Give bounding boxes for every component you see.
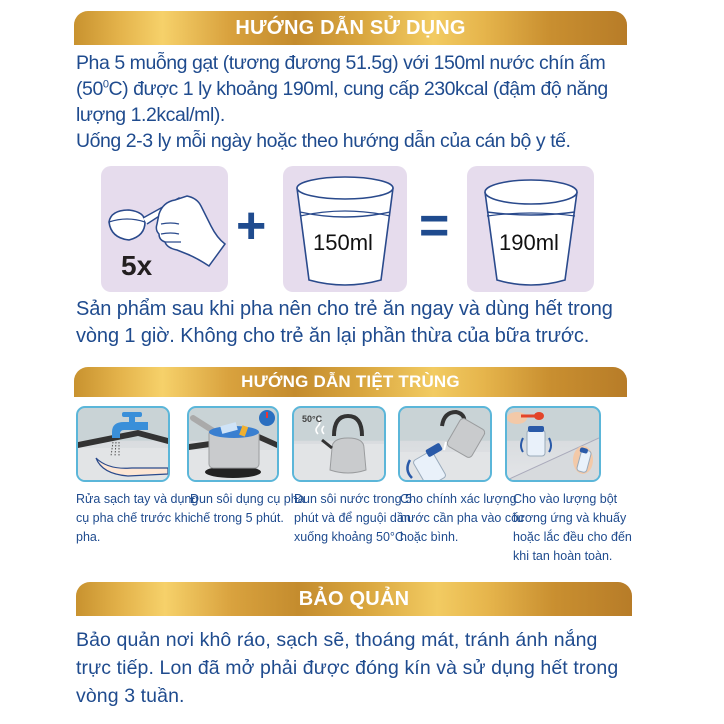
after-preparation-note [76,296,636,350]
step-4-image [398,406,492,482]
step-1-line-1: Rửa sạch tay và dụng [76,492,199,506]
storage-title: BẢO QUẢN [298,587,410,610]
equals-sign: = [419,197,450,255]
usage-line-4: Uống 2-3 ly mỗi ngày hoặc theo hướng dẫn của cán bộ y tế. [76,130,571,152]
degree-superscript: 0 [102,78,109,91]
storage-instructions [76,626,636,710]
step-4-description [400,490,525,547]
step-5-line-3: hoặc lắc đều cho đến [513,530,632,544]
usage-line-2 [76,76,636,102]
step-4-line-3: hoặc bình. [400,530,459,544]
step-3-line-3: xuống khoảng 50°C. [294,530,408,544]
storage-line-1: Bảo quản nơi khô ráo, sạch sẽ, thoáng mát, tránh ánh nắng [76,629,598,651]
step-1-image [76,406,170,482]
step-4-line-2: nước cần pha vào cốc [400,511,525,525]
step-1-line-3: pha. [76,530,101,544]
add-powder-shake-icon [507,408,599,480]
step-3-line-2: phút và để nguội dần [294,511,411,525]
usage-line-2a: (50 [76,78,103,100]
pour-water-icon [400,408,490,480]
water-cup-box [283,166,407,292]
step-5-image [505,406,601,482]
water-cup-volume: 150ml [313,230,373,255]
usage-instructions [76,50,636,154]
usage-title: HƯỚNG DẪN SỬ DỤNG [235,16,466,39]
step-3-line-1: Đun sôi nước trong 5 [294,492,413,506]
storage-line-3: vòng 3 tuần. [76,685,185,707]
usage-line-3: lượng 1.2kcal/ml). [76,104,225,126]
after-line-2: vòng 1 giờ. Không cho trẻ ăn lại phần thừa của bữa trước. [76,325,590,347]
step-1-line-2: cụ pha chế trước khi [76,511,191,525]
usage-line-1: Pha 5 muỗng gạt (tương đương 51.5g) với 150ml nước chín ấm [76,52,606,74]
temperature-label: 50°C [302,414,323,424]
step-2-line-2: chế trong 5 phút. [190,511,284,525]
usage-line-2b: C) được 1 ly khoảng 190ml, cung cấp 230kcal (đậm độ năng [108,78,608,100]
storage-line-2: trực tiếp. Lon đã mở phải được đóng kín và sử dụng hết trong [76,657,619,679]
step-5-line-4: khi tan hoàn toàn. [513,549,613,563]
step-2-line-1: Đun sôi dụng cụ pha [190,492,305,506]
result-cup-box [467,166,594,292]
sterilization-title: HƯỚNG DẪN TIỆT TRÙNG [241,372,460,391]
step-5-line-2: tương ứng và khuấy [513,511,627,525]
step-5-line-1: Cho vào lượng bột [513,492,618,506]
after-line-1: Sản phẩm sau khi pha nên cho trẻ ăn ngay và dùng hết trong [76,298,613,320]
usage-section-header [74,11,627,45]
storage-section-header [76,582,632,616]
step-1-description [76,490,199,547]
boiling-pot-icon [189,408,277,480]
faucet-hand-icon [78,408,168,480]
step-2-description [190,490,305,528]
step-3-description [294,490,413,547]
plus-sign: + [236,197,267,255]
step-3-image [292,406,386,482]
scoop-multiplier: 5x [121,250,153,281]
scoop-box [101,166,228,292]
step-4-line-1: Cho chính xác lượng [400,492,517,506]
result-cup-volume: 190ml [499,230,559,255]
step-2-image [187,406,279,482]
water-cup-icon [283,166,407,292]
sterilization-section-header [74,367,627,397]
step-5-description [513,490,632,566]
result-cup-icon [467,166,594,292]
